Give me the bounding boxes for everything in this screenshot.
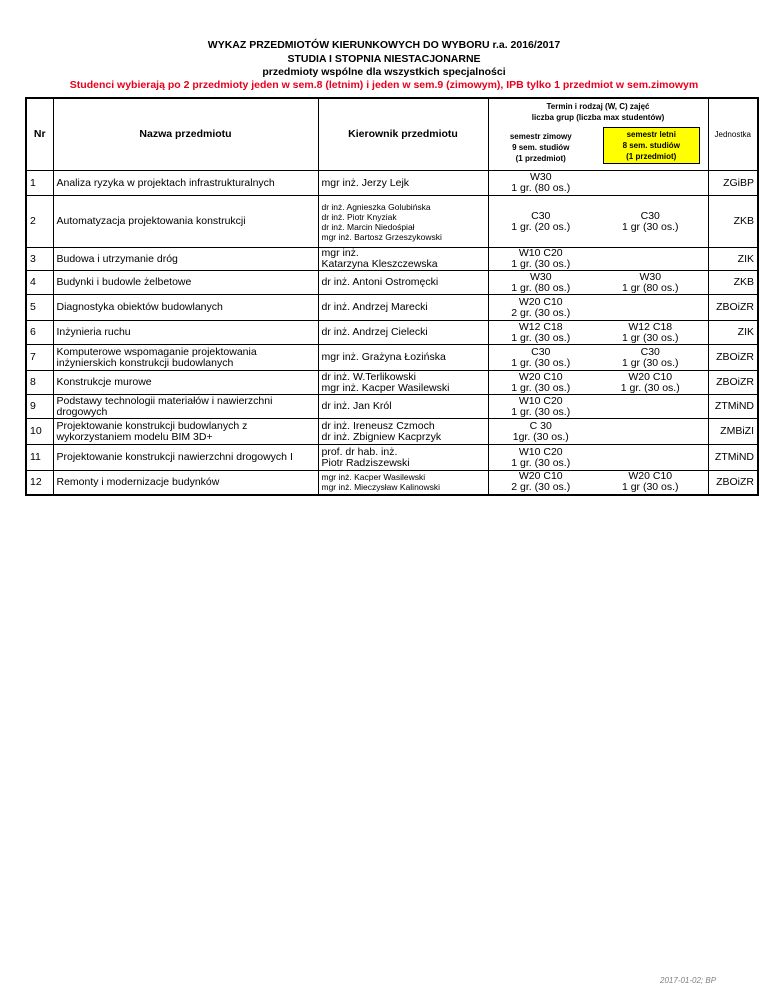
- course-head: [318, 271, 488, 295]
- table-row: [26, 171, 758, 196]
- summer-term: [593, 471, 708, 495]
- winter-term-line: W20 C10: [518, 295, 563, 308]
- winter-term-line: C30: [531, 209, 551, 222]
- courses-table: [25, 97, 759, 496]
- footer-date: 2017-01-02; BP: [660, 976, 717, 985]
- course-name: Analiza ryzyka w projektach infrastrukturalnych: [53, 171, 318, 196]
- winter-term: [488, 321, 593, 345]
- course-name: Automatyzacja projektowania konstrukcji: [53, 196, 318, 248]
- row-number: 1: [26, 171, 53, 196]
- column-header-term: [488, 98, 708, 124]
- course-name: Budowa i utrzymanie dróg: [53, 248, 318, 271]
- winter-term: [488, 345, 593, 371]
- table-row: [26, 271, 758, 295]
- course-head: [318, 321, 488, 345]
- row-number: 4: [26, 271, 53, 295]
- winter-header-line1: semestr zimowy: [509, 131, 572, 141]
- unit: ZBOiZR: [708, 295, 758, 321]
- row-number: 2: [26, 196, 53, 248]
- unit: ZBOiZR: [708, 345, 758, 371]
- winter-term-line: 1 gr. (80 os.): [511, 281, 571, 294]
- row-number: 9: [26, 395, 53, 419]
- course-head: [318, 196, 488, 248]
- course-head: [318, 171, 488, 196]
- term-header-line1: Termin i rodzaj (W, C) zajęć: [546, 101, 650, 111]
- table-row: [26, 345, 758, 371]
- course-head-line: dr inż. Marcin Niedośpiał: [321, 221, 415, 232]
- course-name: Budynki i budowle żelbetowe: [53, 271, 318, 295]
- row-number: 10: [26, 419, 53, 445]
- unit: ZTMiND: [708, 395, 758, 419]
- course-head-line: dr inż. Zbigniew Kacprzyk: [321, 430, 442, 443]
- winter-term-line: 1 gr. (30 os.): [511, 356, 571, 369]
- course-name: Konstrukcje murowe: [53, 371, 318, 395]
- course-name: Remonty i modernizacje budynków: [53, 471, 318, 495]
- summer-term: [593, 419, 708, 445]
- winter-term-line: C 30: [529, 419, 552, 432]
- course-head-line: Piotr Radziszewski: [321, 456, 410, 469]
- winter-term-line: 1 gr. (30 os.): [511, 405, 571, 418]
- table-row: [26, 371, 758, 395]
- course-head-line: mgr inż. Mieczysław Kalinowski: [321, 482, 441, 493]
- summer-header-line1: semestr letni: [626, 130, 676, 139]
- table-row: [26, 395, 758, 419]
- summer-term-line: W30: [639, 270, 662, 283]
- unit: ZKB: [708, 271, 758, 295]
- course-head-line: dr inż. Piotr Knyziak: [321, 211, 397, 222]
- winter-term: [488, 395, 593, 419]
- winter-term-line: 1 gr. (20 os.): [511, 220, 571, 233]
- winter-term-line: 1 gr. (30 os.): [511, 456, 571, 469]
- summer-term-line: 1 gr (30 os.): [621, 356, 679, 369]
- summer-term-line: 1 gr (30 os.): [621, 481, 679, 494]
- winter-header-line2: 9 sem. studiów: [512, 142, 570, 152]
- row-number: 12: [26, 471, 53, 495]
- winter-term-line: 1 gr. (30 os.): [511, 381, 571, 394]
- table-row: [26, 419, 758, 445]
- course-head-line: prof. dr hab. inż.: [321, 445, 398, 458]
- winter-term: [488, 445, 593, 471]
- term-header-line2: liczba grup (liczba max studentów): [531, 112, 665, 122]
- course-head: [318, 371, 488, 395]
- row-number: 3: [26, 248, 53, 271]
- table-row: [26, 471, 758, 495]
- table-row: [26, 321, 758, 345]
- course-head: [318, 445, 488, 471]
- course-head-line: mgr inż. Bartosz Grzeszykowski: [321, 231, 442, 242]
- course-head-line: Katarzyna Kleszczewska: [321, 258, 438, 270]
- summer-term-line: C30: [640, 345, 660, 358]
- summer-term: [593, 248, 708, 271]
- summer-term: [593, 445, 708, 471]
- winter-term: [488, 471, 593, 495]
- row-number: 6: [26, 321, 53, 345]
- winter-term-line: W30: [529, 270, 552, 283]
- winter-term: [488, 295, 593, 321]
- column-header-nr: Nr: [33, 128, 46, 140]
- column-header-winter: [488, 124, 593, 171]
- course-head: [318, 295, 488, 321]
- course-name: Podstawy technologii materiałów i nawierzchni drogowych: [53, 395, 318, 419]
- unit: ZIK: [708, 321, 758, 345]
- course-head: [318, 248, 488, 271]
- column-header-name: Nazwa przedmiotu: [53, 98, 318, 171]
- unit: ZMBiZI: [708, 419, 758, 445]
- course-head-line: mgr inż. Jerzy Lejk: [321, 176, 410, 189]
- summer-header-line3: (1 przedmiot): [626, 152, 677, 161]
- column-header-summer: [603, 127, 700, 164]
- course-head-line: dr inż. Ireneusz Czmoch: [321, 419, 435, 432]
- winter-term-line: W10 C20: [518, 394, 563, 407]
- column-header-unit: Jednostka: [708, 98, 758, 171]
- table-row: [26, 295, 758, 321]
- winter-term: [488, 248, 593, 271]
- course-head: [318, 345, 488, 371]
- summer-term: [593, 321, 708, 345]
- summer-term-line: C30: [640, 209, 660, 222]
- winter-term-line: W30: [529, 171, 552, 183]
- unit: ZBOiZR: [708, 471, 758, 495]
- table-body: [26, 171, 758, 495]
- winter-term-line: 2 gr. (30 os.): [511, 481, 571, 494]
- winter-term-line: 2 gr. (30 os.): [511, 306, 571, 319]
- course-head: [318, 419, 488, 445]
- summer-term: [593, 171, 708, 196]
- course-head-line: mgr inż.: [321, 247, 359, 259]
- course-head-line: mgr inż. Grażyna Łozińska: [321, 351, 446, 363]
- course-head-line: dr inż. Andrzej Marecki: [321, 301, 428, 313]
- course-head-line: dr inż. Jan Król: [321, 400, 392, 412]
- summer-term: [593, 371, 708, 395]
- winter-term: [488, 419, 593, 445]
- table-row: [26, 445, 758, 471]
- row-number: 7: [26, 345, 53, 371]
- course-head-line: dr inż. Andrzej Cielecki: [321, 326, 428, 338]
- unit: ZKB: [708, 196, 758, 248]
- course-head: [318, 471, 488, 495]
- course-head-line: dr inż. Antoni Ostromęcki: [321, 276, 439, 288]
- winter-term: [488, 371, 593, 395]
- course-name: Projektowanie konstrukcji budowlanych z wykorzystaniem modelu BIM 3D+: [53, 419, 318, 445]
- summer-term-line: W20 C10: [628, 370, 673, 383]
- column-header-head: Kierownik przedmiotu: [318, 98, 488, 171]
- course-head: [318, 395, 488, 419]
- document-subtitle: STUDIA I STOPNIA NIESTACJONARNE: [287, 53, 481, 65]
- course-head-line: mgr inż. Kacper Wasilewski: [321, 472, 426, 483]
- winter-term-line: 1gr. (30 os.): [512, 430, 569, 443]
- summer-header-line2: 8 sem. studiów: [622, 141, 680, 150]
- summer-term: [593, 271, 708, 295]
- course-name: Komputerowe wspomaganie projektowania inżynierskich konstrukcji budowlanych: [53, 345, 318, 371]
- summer-term-line: 1 gr (30 os.): [621, 331, 679, 344]
- winter-term-line: C30: [531, 345, 551, 358]
- summer-term: [593, 196, 708, 248]
- summer-term-line: W12 C18: [628, 320, 673, 333]
- document-title: WYKAZ PRZEDMIOTÓW KIERUNKOWYCH DO WYBORU r.a. 2016/2017: [207, 39, 561, 51]
- summer-term: [593, 295, 708, 321]
- summer-term: [593, 395, 708, 419]
- summer-term-line: 1 gr (80 os.): [621, 281, 679, 294]
- row-number: 11: [26, 445, 53, 471]
- course-head-line: dr inż. Agnieszka Golubińska: [321, 201, 431, 212]
- course-name: Inżynieria ruchu: [53, 321, 318, 345]
- winter-header-line3: (1 przedmiot): [515, 153, 566, 163]
- unit: ZTMiND: [708, 445, 758, 471]
- row-number: 8: [26, 371, 53, 395]
- unit: ZIK: [708, 248, 758, 271]
- winter-term: [488, 171, 593, 196]
- course-name: Diagnostyka obiektów budowlanych: [53, 295, 318, 321]
- document-scope: przedmioty wspólne dla wszystkich specjalności: [262, 66, 506, 78]
- course-head-line: mgr inż. Kacper Wasilewski: [321, 381, 450, 394]
- winter-term-line: W12 C18: [518, 320, 563, 333]
- table-row: [26, 196, 758, 248]
- winter-term-line: W20 C10: [518, 470, 563, 483]
- summer-term-line: 1 gr. (30 os.): [620, 381, 680, 394]
- winter-term-line: W10 C20: [518, 445, 563, 458]
- winter-term-line: 1 gr. (30 os.): [511, 258, 571, 270]
- winter-term-line: W10 C20: [518, 247, 563, 259]
- course-name: Projektowanie konstrukcji nawierzchni drogowych I: [53, 445, 318, 471]
- winter-term-line: 1 gr. (30 os.): [511, 331, 571, 344]
- column-header-summer-cell: [593, 124, 708, 171]
- course-head-line: dr inż. W.Terlikowski: [321, 370, 417, 383]
- table-row: [26, 248, 758, 271]
- summer-term-line: 1 gr (30 os.): [621, 220, 679, 233]
- summer-term: [593, 345, 708, 371]
- summer-term-line: W20 C10: [628, 470, 673, 483]
- winter-term-line: 1 gr. (80 os.): [511, 182, 571, 194]
- winter-term: [488, 271, 593, 295]
- unit: ZGiBP: [708, 171, 758, 196]
- winter-term-line: W20 C10: [518, 370, 563, 383]
- row-number: 5: [26, 295, 53, 321]
- unit: ZBOiZR: [708, 371, 758, 395]
- winter-term: [488, 196, 593, 248]
- selection-rule-note: Studenci wybierają po 2 przedmioty jeden w sem.8 (letnim) i jeden w sem.9 (zimowym), IPB tylko 1 przedmiot w sem.zimowym: [69, 79, 699, 91]
